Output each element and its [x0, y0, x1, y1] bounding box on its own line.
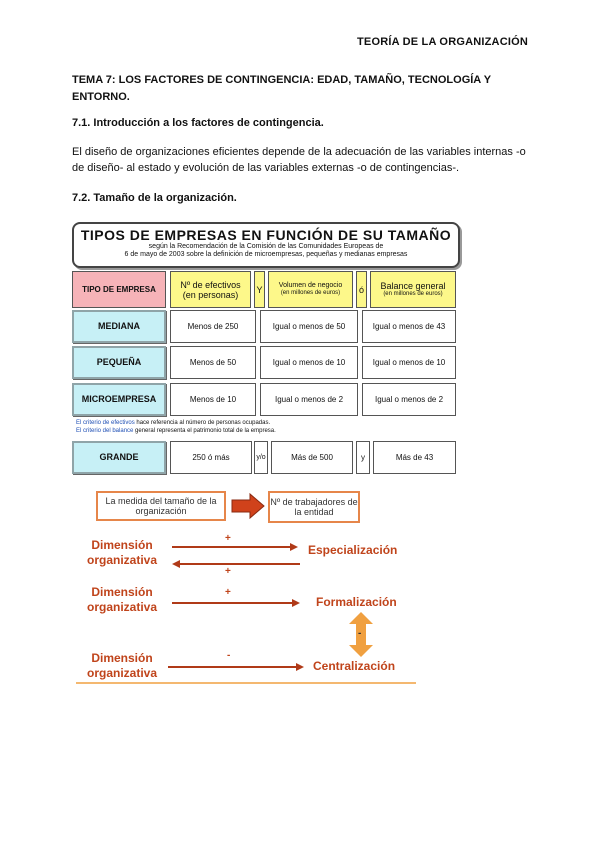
row-balance: Igual o menos de 10 [362, 346, 456, 379]
document-header: TEORÍA DE LA ORGANIZACIÓN [356, 36, 528, 48]
dimension-line-2: organizativa [86, 666, 158, 680]
sign-plus-top: + [225, 533, 231, 544]
row-efectivos: Menos de 250 [170, 310, 256, 343]
result-centralizacion: Centralización [313, 659, 396, 673]
sign-between: - [358, 628, 362, 639]
arrow-head [292, 599, 300, 607]
header-conj-y: Y [254, 271, 265, 308]
flow-box-medida: La medida del tamaño de la organización [96, 491, 226, 521]
table-subtitle-1: según la Recomendación de la Comisión de las Comunidades Europeas de [148, 243, 384, 250]
row-tipo: MEDIANA [72, 310, 166, 343]
row-tipo: MICROEMPRESA [72, 383, 166, 416]
grande-conj-2: y [356, 441, 370, 474]
result-especializacion: Especialización [308, 543, 398, 557]
note-efectivos-term: El criterio de efectivos [76, 420, 135, 426]
dimension-line-1: Dimensión [91, 585, 153, 599]
header-balance-label: Balance general [380, 281, 446, 291]
arrow-head [290, 543, 298, 551]
table-title: TIPOS DE EMPRESAS EN FUNCIÓN DE SU TAMAÑO [80, 227, 452, 243]
header-conj-o: ó [356, 271, 367, 308]
row-balance: Igual o menos de 2 [362, 383, 456, 416]
row-efectivos: Menos de 10 [170, 383, 256, 416]
header-tipo: TIPO DE EMPRESA [72, 271, 166, 308]
grande-tipo: GRANDE [72, 441, 166, 474]
header-balance-unit: (en millones de euros) [383, 291, 443, 297]
note-balance-term: El criterio del balance [76, 428, 134, 434]
row-efectivos: Menos de 50 [170, 346, 256, 379]
sign-plus: + [225, 587, 231, 598]
note-balance-text: general representa el patrimonio total de la empresa. [133, 428, 276, 434]
note-efectivos-text: hace referencia al número de personas ocupadas. [134, 420, 271, 426]
arrow-head [172, 560, 180, 568]
grande-volumen: Más de 500 [271, 441, 353, 474]
flow-arrow-icon [232, 494, 264, 518]
section-7-1-paragraph: El diseño de organizaciones eficientes depende de la adecuación de las variables internas -o de diseño- al estado y evolución de las variables externas -o de contingencias-. [72, 146, 526, 174]
tema-title: TEMA 7: LOS FACTORES DE CONTINGENCIA: EDAD, TAMAÑO, TECNOLOGÍA Y ENTORNO. [72, 74, 491, 103]
flow-box-trabajadores: Nº de trabajadores de la entidad [268, 491, 360, 523]
section-7-1-heading: 7.1. Introducción a los factores de contingencia. [72, 117, 324, 129]
row-balance: Igual o menos de 43 [362, 310, 456, 343]
row-volumen: Igual o menos de 50 [260, 310, 358, 343]
row-volumen: Igual o menos de 10 [260, 346, 358, 379]
grande-efectivos: 250 ó más [170, 441, 252, 474]
row-tipo: PEQUEÑA [72, 346, 166, 379]
grande-conj: y/o [254, 441, 268, 474]
dimension-line-1: Dimensión [91, 538, 153, 552]
header-efectivos-label: Nº de efectivos [180, 279, 241, 290]
grande-balance: Más de 43 [373, 441, 456, 474]
header-volumen-label: Volumen de negocio [278, 282, 343, 289]
sign-plus-bottom: + [225, 566, 231, 577]
dimension-line-1: Dimensión [91, 651, 153, 665]
dimension-label [72, 585, 172, 615]
result-formalizacion: Formalización [316, 595, 397, 609]
arrow-head [296, 663, 304, 671]
table-subtitle-2: 6 de mayo de 2003 sobre la definición de microempresas, pequeñas y medianas empresas [124, 251, 408, 258]
dimension-line-2: organizativa [86, 553, 158, 567]
sign-minus: - [227, 650, 231, 661]
header-efectivos-unit: (en personas) [182, 289, 239, 300]
row-volumen: Igual o menos de 2 [260, 383, 358, 416]
dimension-label [72, 538, 172, 568]
header-volumen-unit: (en millones de euros) [280, 290, 341, 296]
dimension-line-2: organizativa [86, 600, 158, 614]
section-7-2-heading: 7.2. Tamaño de la organización. [72, 192, 237, 204]
dimension-label [72, 651, 172, 681]
